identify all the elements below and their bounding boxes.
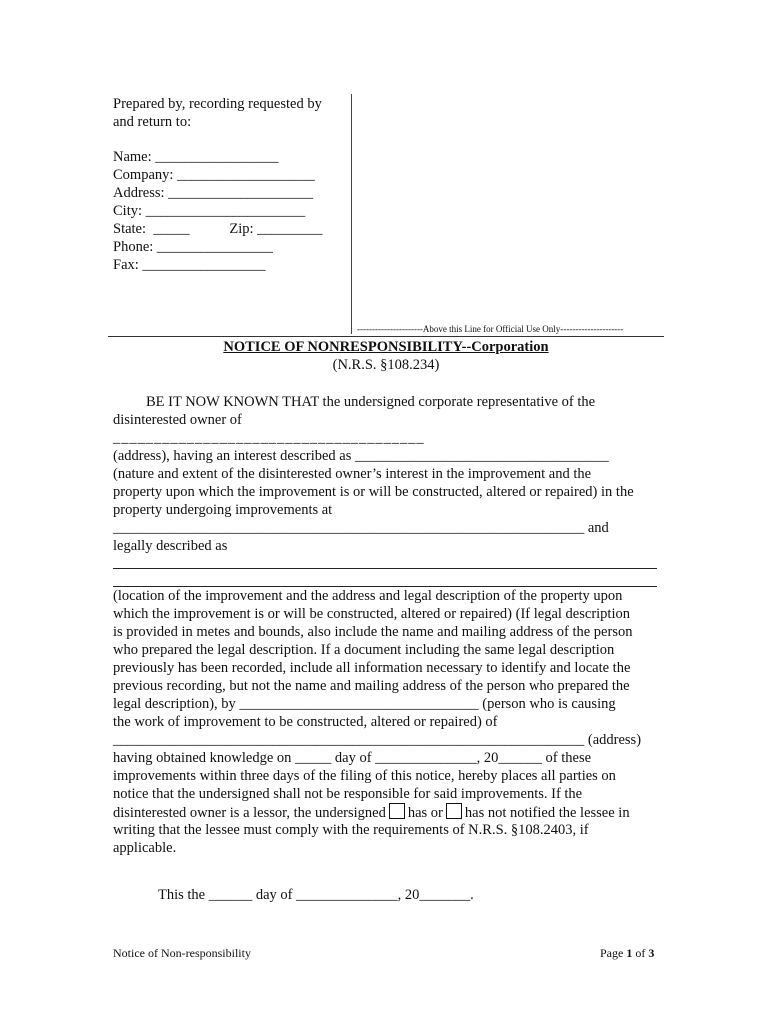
document-title [108,339,664,356]
nature-line-3: property undergoing improvements at [113,502,333,518]
company-field[interactable]: Company: ___________________ [113,167,315,183]
intro-line-2: disinterested owner of [113,412,242,428]
knowledge-line-6: applicable. [113,840,177,856]
prepared-by-line-2: and return to: [113,114,192,130]
page-total: 3 [648,946,655,960]
fax-field[interactable]: Fax: _________________ [113,257,266,273]
owner-blank-line[interactable]: ______________________________________ [113,430,425,446]
page-prefix: Page [600,946,627,960]
official-use-divider [108,336,664,337]
interest-line[interactable]: (address), having an interest described as ___________________________________ [113,448,609,464]
nature-line-2: property upon which the improvement is or will be constructed, altered or repaired) in the [113,484,634,500]
phone-field[interactable]: Phone: ________________ [113,239,273,255]
location-line-6: previous recording, but not the name and mailing address of the person who prepared the [113,678,630,694]
has-not-checkbox[interactable] [446,803,462,819]
person-causing-line[interactable]: legal description), by _________________________________ (person who is causing [113,696,616,712]
location-line-4: who prepared the legal description. If a document including the same legal description [113,642,615,658]
city-field[interactable]: City: ______________________ [113,203,306,219]
location-line-5: previously has been recorded, include all information necessary to identify and locate the [113,660,631,676]
intro-line-1: BE IT NOW KNOWN THAT the undersigned corporate representative of the [146,394,596,410]
name-field[interactable]: Name: _________________ [113,149,279,165]
document-title-text: NOTICE OF NONRESPONSIBILITY--Corporation [223,339,549,355]
location-line-2: which the improvement is or will be constructed, altered or repaired) (If legal description [113,606,630,622]
location-line-3: is provided in metes and bounds, also include the name and mailing address of the person [113,624,633,640]
lessor-line [113,803,661,821]
location-line-1: (location of the improvement and the address and legal description of the property upon [113,588,623,604]
signed-date-line[interactable]: This the ______ day of ______________, 20_______. [158,887,474,903]
page-current: 1 [626,946,633,960]
official-use-label: ----------------------Above this Line for Official Use Only--------------------- [357,324,624,334]
causing-address-line[interactable]: _________________________________________________________________ (address) [113,732,642,748]
knowledge-line-3: notice that the undersigned shall not be responsible for said improvements. If the [113,786,583,802]
legal-description-line-1[interactable] [113,568,657,569]
footer-page-number [600,946,654,961]
notice-body [113,393,661,555]
knowledge-line-2: improvements within three days of the filing of this notice, hereby places all parties on [113,768,616,784]
recording-divider-vertical [351,94,352,334]
footer-document-name: Notice of Non-responsibility [113,946,251,960]
has-not-label: has not notified the lessee in [464,805,630,821]
knowledge-line-5: writing that the lessee must comply with the requirements of N.R.S. §108.2403, if [113,822,589,838]
address-field[interactable]: Address: ____________________ [113,185,314,201]
location-paragraph [113,587,661,857]
has-label: has or [407,805,443,821]
nature-line-1: (nature and extent of the disinterested owner’s interest in the improvement and the [113,466,592,482]
document-subtitle: (N.R.S. §108.234) [332,357,440,373]
prepared-by-line-1: Prepared by, recording requested by [113,96,322,112]
state-zip-field[interactable]: State: _____ Zip: _________ [113,221,323,237]
has-checkbox[interactable] [389,803,405,819]
page-of: of [632,946,649,960]
property-address-line[interactable]: _________________________________________________________________ and [113,520,609,536]
knowledge-date-line[interactable]: having obtained knowledge on _____ day of ______________, 20______ of these [113,750,592,766]
lessor-text: disinterested owner is a lessor, the undersigned [113,805,386,821]
location-line-8: the work of improvement to be constructed, altered or repaired) of [113,714,498,730]
legally-described-label: legally described as [113,538,228,554]
